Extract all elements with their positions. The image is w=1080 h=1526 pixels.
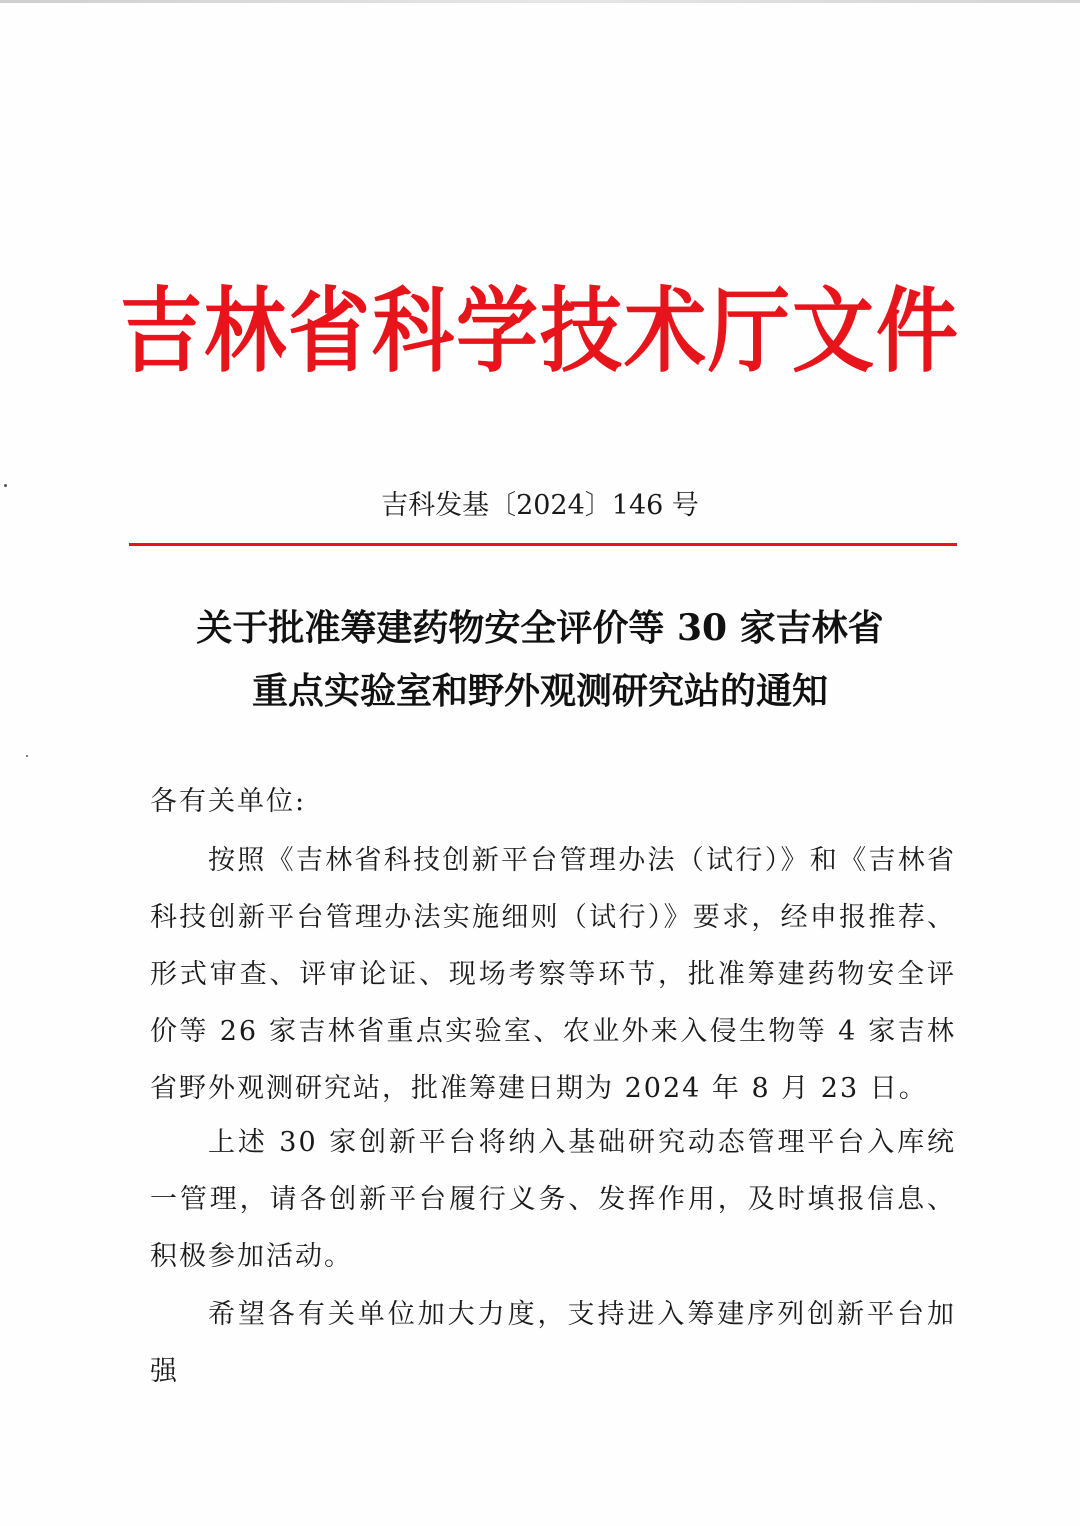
scan-speck (26, 755, 28, 757)
issuer-heading: 吉林省科学技术厅文件 (119, 279, 960, 386)
document-number: 吉科发基〔2024〕146 号 (381, 490, 699, 521)
salutation: 各有关单位: (150, 786, 307, 817)
body-paragraph-2: 上述 30 家创新平台将纳入基础研究动态管理平台入库统一管理，请各创新平台履行义务、发挥作用，及时填报信息、积极参加活动。 (150, 1127, 956, 1272)
body-paragraph-3: 希望各有关单位加大力度，支持进入筹建序列创新平台加强 (150, 1299, 956, 1387)
body-paragraph-1: 按照《吉林省科技创新平台管理办法（试行）》和《吉林省科技创新平台管理办法实施细则（试行）》要求，经申报推荐、形式审查、评审论证、现场考察等环节，批准筹建药物安全评价等 26 家吉林省重点实验室、农业外来入侵生物等 4 家吉林省野外观测研究站，批准筹建日期为 2024 年 8 月 23 日。 (150, 845, 956, 1104)
red-separator-rule (129, 543, 957, 546)
notice-title-line-2: 重点实验室和野外观测研究站的通知 (251, 670, 828, 712)
scan-top-edge (0, 0, 1080, 3)
notice-title-line-1: 关于批准筹建药物安全评价等 30 家吉林省 (196, 607, 884, 649)
